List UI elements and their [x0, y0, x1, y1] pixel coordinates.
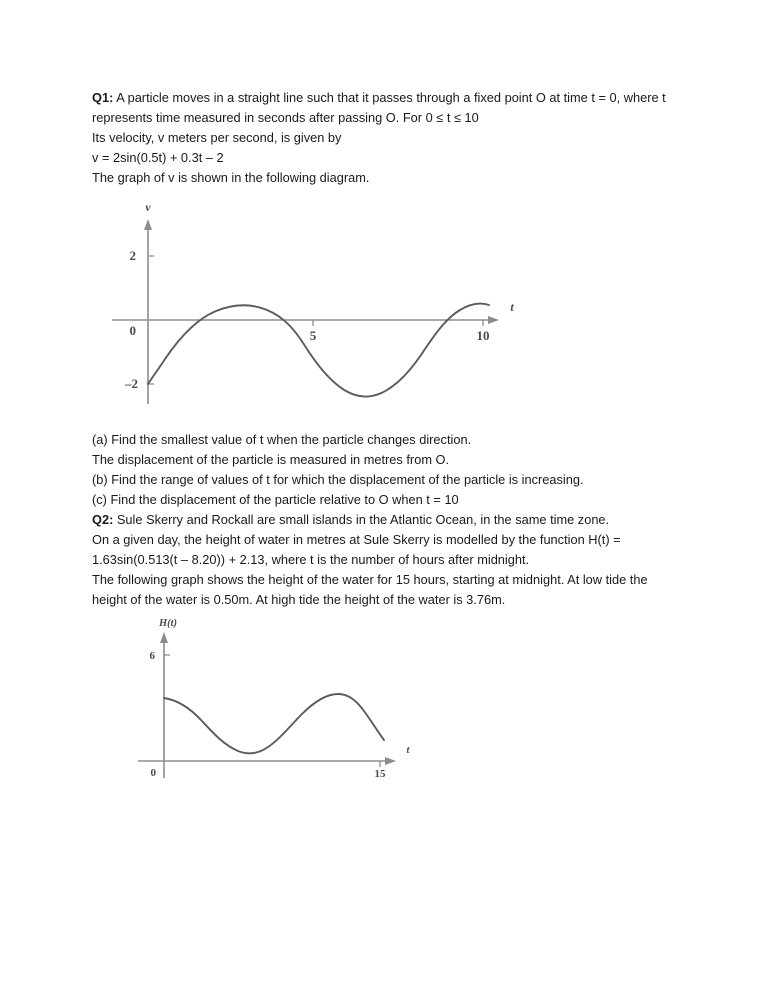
- velocity-xticklabel-0: 0: [129, 323, 136, 338]
- q2-line2: On a given day, the height of water in metres at Sule Skerry is modelled by the function H(t) = 1.63sin(0.513(t – 8.20)) + 2.13, where t is the number of hours after midnight.: [92, 532, 621, 567]
- velocity-y-axis-label: v: [145, 200, 151, 214]
- q1-displacement-note: The displacement of the particle is measured in metres from O.: [92, 452, 450, 467]
- velocity-x-axis-label: t: [510, 300, 514, 314]
- q2-line3: The following graph shows the height of the water for 15 hours, starting at midnight. At low tide the height of the water is 0.50m. At high tide the height of the water is 3.76m.: [92, 572, 648, 607]
- velocity-graph-svg: [92, 198, 532, 423]
- q1-equation: v = 2sin(0.5t) + 0.3t – 2: [92, 150, 224, 165]
- velocity-xticklabel-10: 10: [476, 328, 490, 343]
- velocity-yticklabel-neg2: –2: [125, 376, 138, 391]
- velocity-curve: [148, 304, 489, 397]
- q1-label: Q1:: [92, 90, 114, 105]
- q1-velocity-intro: Its velocity, v meters per second, is given by: [92, 130, 342, 145]
- tide-y-axis-arrowhead: [160, 632, 168, 643]
- q1-part-a: (a) Find the smallest value of t when the particle changes direction.: [92, 432, 472, 447]
- velocity-x-axis-arrowhead: [488, 316, 499, 324]
- q1-graph-caption: The graph of v is shown in the following diagram.: [92, 170, 370, 185]
- tide-xticklabel-15: 15: [374, 768, 386, 780]
- tide-curve: [164, 694, 384, 753]
- document-content: [92, 88, 680, 793]
- tide-xticklabel-0: 0: [150, 767, 156, 779]
- tide-graph-svg: [92, 618, 422, 788]
- tide-y-axis-label: H(t): [158, 618, 178, 629]
- velocity-graph-figure: [92, 198, 680, 430]
- velocity-y-axis-arrowhead: [144, 219, 152, 230]
- tide-x-axis-label: t: [406, 745, 410, 756]
- q1-part-c: (c) Find the displacement of the particle relative to O when t = 10: [92, 492, 459, 507]
- velocity-yticklabel-2: 2: [129, 248, 136, 263]
- q1-part-b: (b) Find the range of values of t for which the displacement of the particle is increasing.: [92, 472, 584, 487]
- q1-intro-paragraph: [92, 88, 680, 128]
- q2-line1-paragraph: [92, 510, 680, 530]
- q1-intro-text: A particle moves in a straight line such that it passes through a fixed point O at time t = 0, where t represents time measured in seconds after passing O. For 0 ≤ t ≤ 10: [92, 90, 666, 125]
- q2-line1-text: Sule Skerry and Rockall are small islands in the Atlantic Ocean, in the same time zone.: [113, 512, 610, 527]
- velocity-xticklabel-5: 5: [309, 328, 317, 343]
- tide-x-axis-arrowhead: [385, 757, 396, 765]
- q2-label: Q2:: [92, 512, 114, 527]
- tide-yticklabel-6: 6: [149, 650, 155, 662]
- tide-graph-figure: [92, 618, 680, 793]
